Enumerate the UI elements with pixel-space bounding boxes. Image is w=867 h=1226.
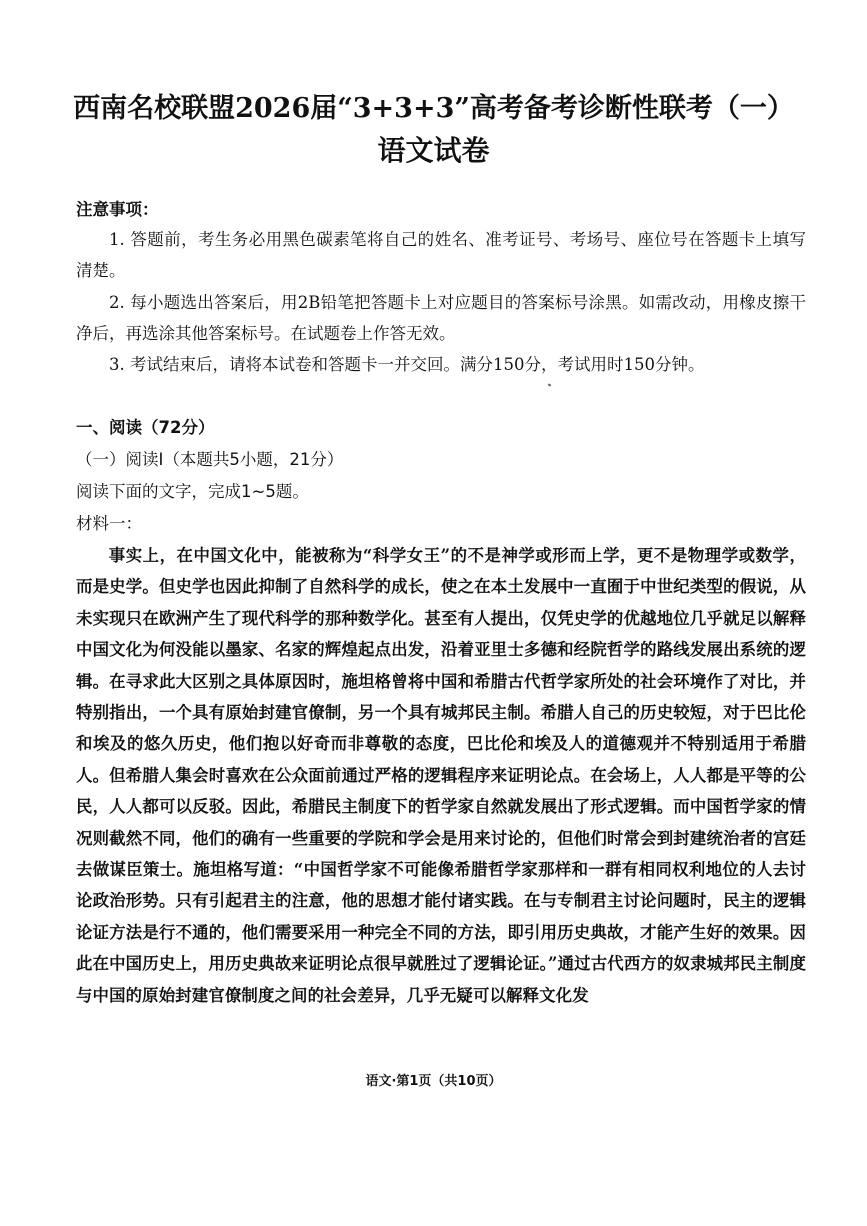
reading-passage: 事实上，在中国文化中，能被称为“科学女王”的不是神学或形而上学，更不是物理学或数学，而是史学。但史学也因此抑制了自然科学的成长，使之在本土发展中一直囿于中世纪类型的假说，从未实现只在欧洲产生了现代科学的那种数学化。甚至有人提出，仅凭史学的优越地位几乎就足以解释中国文化为何没能以墨家、名家的辉煌起点出发，沿着亚里士多德和经院哲学的路线发展出系统的逻辑。在寻求此大区别之具体原因时，施坦格曾将中国和希腊古代哲学家所处的社会环境作了对比，并特别指出，一个具有原始封建官僚制，另一个具有城邦民主制。希腊人自己的历史较短，对于巴比伦和埃及的悠久历史，他们抱以好奇而非尊敬的态度，巴比伦和埃及人的道德观并不特别适用于希腊人。但希腊人集会时喜欢在公众面前通过严格的逻辑程序来证明论点。在会场上，人人都是平等的公民，人人都可以反驳。因此，希腊民主制度下的哲学家自然就发展出了形式逻辑。而中国哲学家的情况则截然不同，他们的确有一些重要的学院和学会是用来讨论的，但他们时常会到封建统治者的宫廷去做谋臣策士。施坦格写道：“中国哲学家不可能像希腊哲学家那样和一群有相同权利地位的人去讨论政治形势。只有引起君主的注意，他的思想才能付诸实践。在与专制君主讨论问题时，民主的逻辑论证方法是行不通的，他们需要采用一种完全不同的方法，即引用历史典故，才能产生好的效果。因此在中国历史上，用历史典故来证明论点很早就胜过了逻辑论证。”通过古代西方的奴隶城邦民主制度与中国的原始封建官僚制度之间的社会差异，几乎无疑可以解释文化发: [76, 546, 806, 1005]
scan-speck: [548, 383, 552, 386]
material-label: 材料一：: [76, 514, 142, 533]
section-title: 一、阅读（72分）: [76, 418, 215, 437]
exam-title: 西南名校联盟2026届“3+3+3”高考备考诊断性联考（一）: [73, 93, 794, 124]
notes-heading: 注意事项：: [76, 200, 159, 219]
note-item-2: 2. 每小题选出答案后，用2B铅笔把答题卡上对应题目的答案标号涂黑。如需改动，用橡皮擦干净后，再选涂其他答案标号。在试题卷上作答无效。: [76, 292, 806, 343]
exam-subject-title: 语文试卷: [377, 134, 490, 167]
note-item-1: 1. 答题前，考生务必用黑色碳素笔将自己的姓名、准考证号、考场号、座位号在答题卡上填写清楚。: [76, 230, 806, 281]
notes-list: [76, 224, 806, 380]
page-footer: 语文·第1页（共10页）: [365, 1074, 502, 1089]
note-item-3: 3. 考试结束后，请将本试卷和答题卡一并交回。满分150分，考试用时150分钟。: [109, 355, 705, 375]
reading-instruction: 阅读下面的文字，完成1~5题。: [76, 482, 309, 501]
subsection-title: （一）阅读Ⅰ（本题共5小题，21分）: [76, 450, 344, 469]
